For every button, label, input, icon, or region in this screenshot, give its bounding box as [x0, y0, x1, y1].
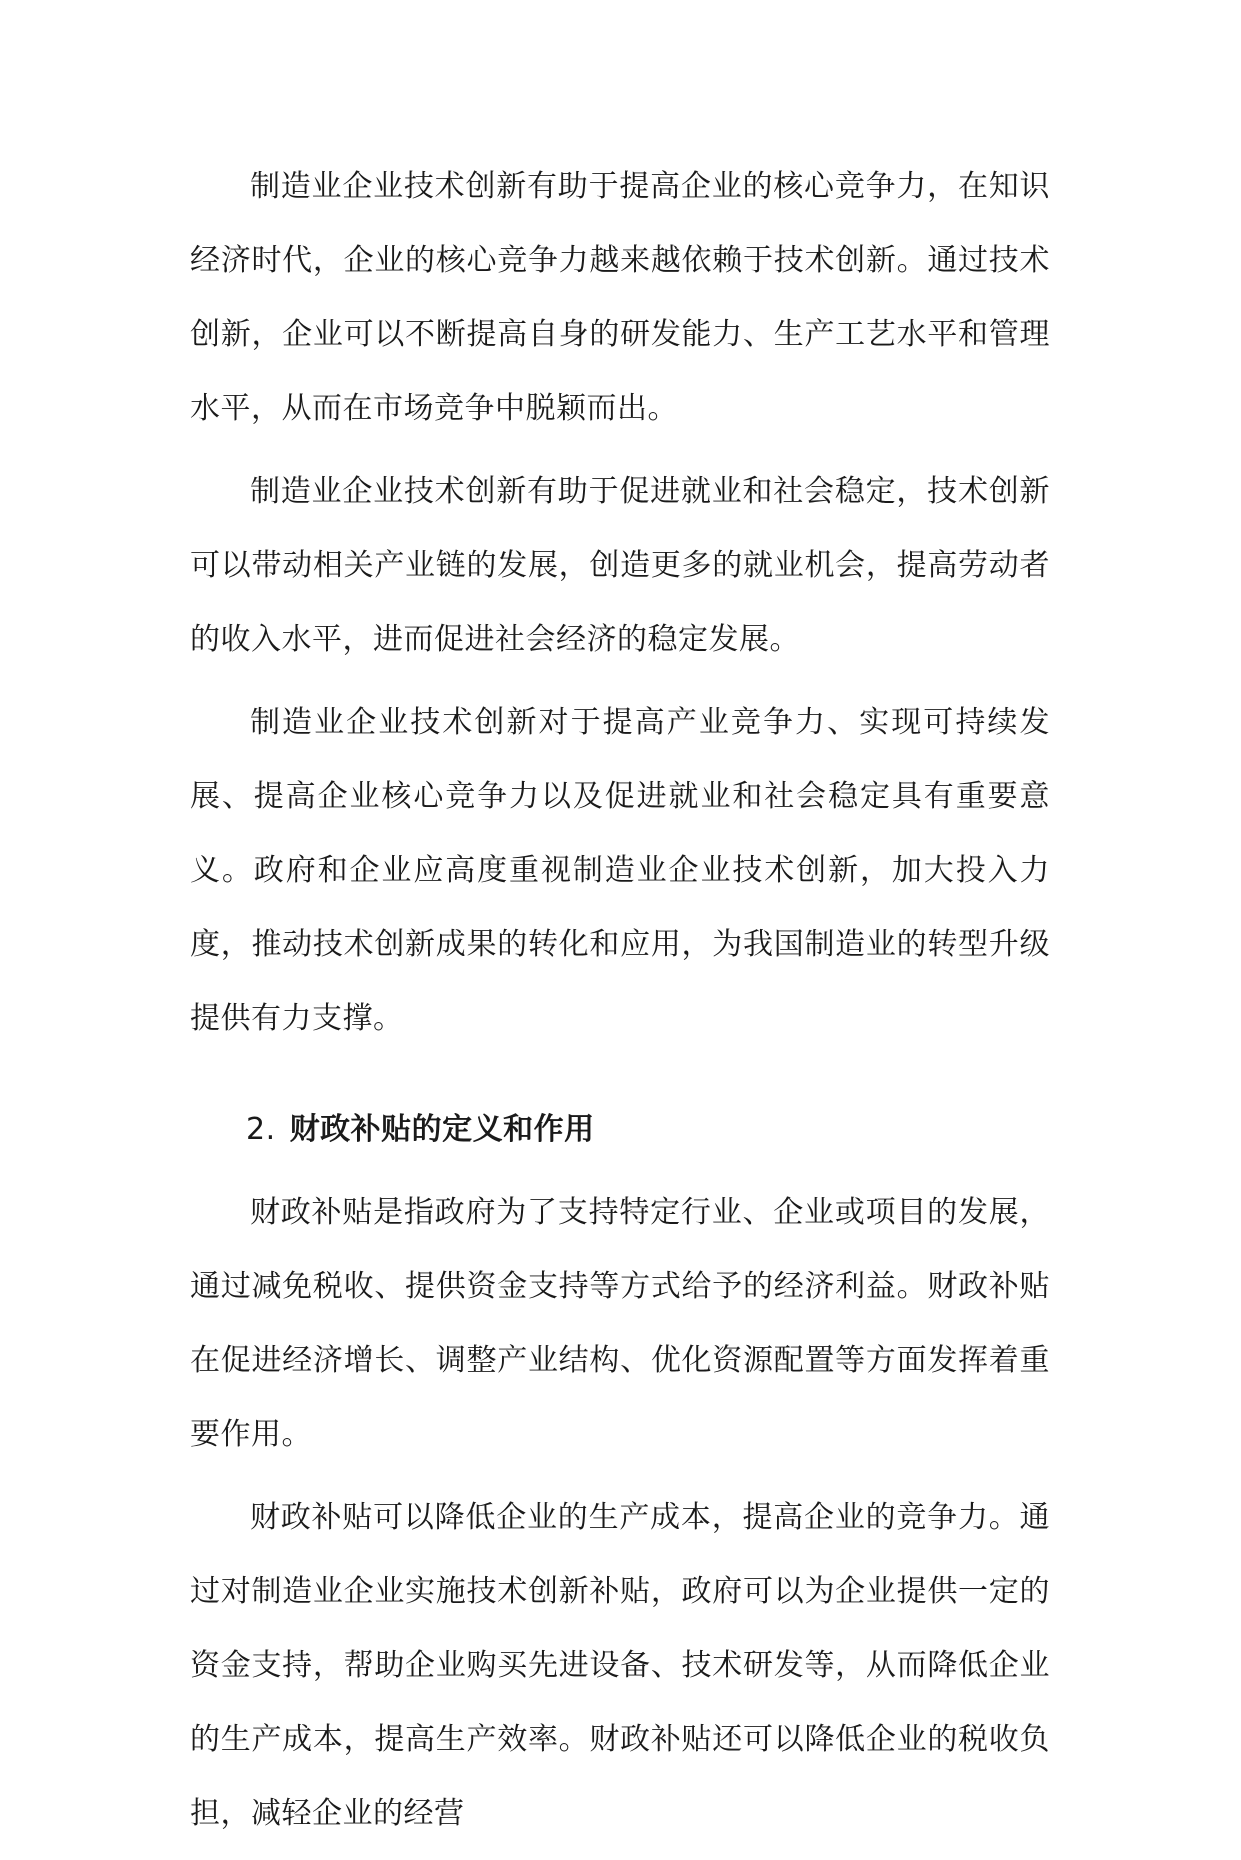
paragraph-subsidy-definition: 财政补贴是指政府为了支持特定行业、企业或项目的发展，通过减免税收、提供资金支持等方式给予的经济利益。财政补贴在促进经济增长、调整产业结构、优化资源配置等方面发挥着重要作用。: [190, 1195, 1050, 1452]
paragraph-innovation-employment: 制造业企业技术创新有助于促进就业和社会稳定，技术创新可以带动相关产业链的发展，创造更多的就业机会，提高劳动者的收入水平，进而促进社会经济的稳定发展。: [190, 474, 1050, 657]
section-heading: [190, 1093, 1050, 1167]
paragraph-subsidy-cost: 财政补贴可以降低企业的生产成本，提高企业的竞争力。通过对制造业企业实施技术创新补贴，政府可以为企业提供一定的资金支持，帮助企业购买先进设备、技术研发等，从而降低企业的生产成本，提高生产效率。财政补贴还可以降低企业的税收负担，减轻企业的经营: [190, 1500, 1050, 1831]
document-body: [190, 150, 1050, 1860]
paragraph-innovation-significance: 制造业企业技术创新对于提高产业竞争力、实现可持续发展、提高企业核心竞争力以及促进就业和社会稳定具有重要意义。政府和企业应高度重视制造业企业技术创新，加大投入力度，推动技术创新成果的转化和应用，为我国制造业的转型升级提供有力支撑。: [190, 705, 1050, 1036]
section-number: 2.: [246, 1112, 276, 1147]
paragraph-innovation-competitiveness: 制造业企业技术创新有助于提高企业的核心竞争力，在知识经济时代，企业的核心竞争力越来越依赖于技术创新。通过技术创新，企业可以不断提高自身的研发能力、生产工艺水平和管理水平，从而在市场竞争中脱颖而出。: [190, 169, 1050, 426]
section-title: 财政补贴的定义和作用: [289, 1112, 595, 1147]
